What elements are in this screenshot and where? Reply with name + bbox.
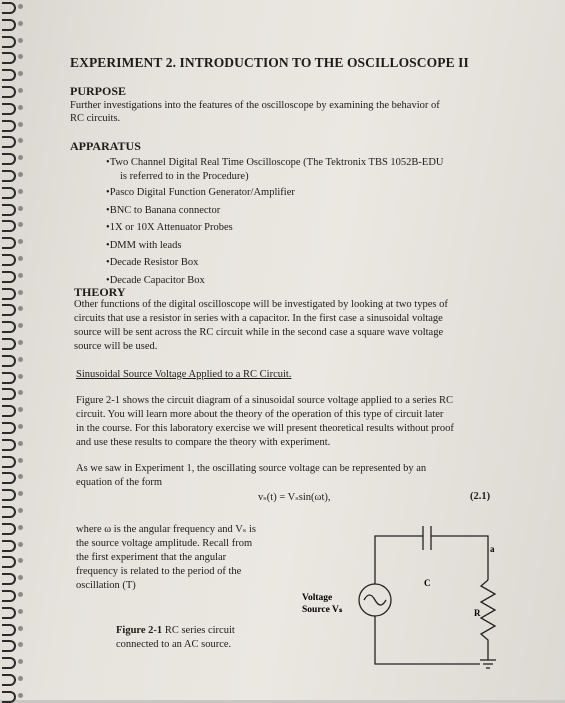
theory-line-4: source will be used. (74, 341, 158, 352)
punch-hole (18, 290, 23, 295)
para1-line-1: Figure 2-1 shows the circuit diagram of a sinusoidal source voltage applied to a series RC (76, 395, 454, 406)
list-item: •DMM with leads (106, 239, 182, 251)
binding-ring (2, 321, 16, 333)
punch-hole (18, 88, 23, 93)
binding-ring (2, 691, 16, 703)
punch-hole (18, 374, 23, 379)
figure-caption-line-2: connected to an AC source. (116, 639, 232, 650)
para2-line-1: As we saw in Experiment 1, the oscillating source voltage can be represented by an (76, 463, 427, 474)
binding-ring (2, 120, 16, 132)
punch-hole (18, 693, 23, 698)
binding-ring (2, 36, 16, 48)
punch-hole (18, 206, 23, 211)
subsection-heading: Sinusoidal Source Voltage Applied to a RC Circuit. (76, 369, 292, 380)
punch-hole (18, 256, 23, 261)
punch-hole (18, 508, 23, 513)
capacitor-label: C (424, 578, 431, 588)
binding-ring (2, 640, 16, 652)
binding-ring (2, 52, 16, 64)
binding-ring (2, 271, 16, 283)
punch-hole (18, 424, 23, 429)
binding-ring (2, 86, 16, 98)
apparatus-list (106, 156, 444, 291)
binding-ring (2, 170, 16, 182)
binding-ring (2, 237, 16, 249)
para3-line-3: the first experiment that the angular (76, 552, 227, 563)
purpose-line-1: Further investigations into the features of the oscilloscope by examining the behavior of (70, 100, 440, 111)
punch-hole (18, 189, 23, 194)
resistor-label: R (474, 608, 481, 618)
punch-hole (18, 592, 23, 597)
punch-hole (18, 575, 23, 580)
punch-hole (18, 323, 23, 328)
para3-line-1: where ω is the angular frequency and Vₛ is (76, 524, 256, 535)
para3-line-2: the source voltage amplitude. Recall from (76, 538, 253, 549)
list-item: •BNC to Banana connector (106, 204, 221, 216)
binding-ring (2, 674, 16, 686)
punch-hole (18, 122, 23, 127)
punch-hole (18, 38, 23, 43)
theory-line-2: circuits that use a resistor in series with a capacitor. In the first case a sinusoidal voltage (74, 313, 443, 324)
punch-hole (18, 172, 23, 177)
para1-line-4: and use these results to compare the theory with experiment. (76, 437, 331, 448)
punch-hole (18, 155, 23, 160)
equation-number: (2.1) (470, 491, 491, 502)
binding-ring (2, 103, 16, 115)
page-title: EXPERIMENT 2. INTRODUCTION TO THE OSCILLOSCOPE II (70, 55, 469, 70)
purpose-line-2: RC circuits. (70, 113, 121, 124)
list-item: •Decade Resistor Box (106, 257, 199, 268)
punch-hole (18, 21, 23, 26)
binding-ring (2, 523, 16, 535)
binding-ring (2, 355, 16, 367)
binding-ring (2, 220, 16, 232)
punch-hole (18, 306, 23, 311)
binding-ring (2, 204, 16, 216)
binding-ring (2, 372, 16, 384)
spiral-binding (0, 0, 22, 700)
punch-hole (18, 357, 23, 362)
binding-ring (2, 304, 16, 316)
punch-hole (18, 4, 23, 9)
para1-line-3: in the course. For this laboratory exercise we will present theoretical results without proof (76, 423, 454, 434)
binding-ring (2, 153, 16, 165)
punch-hole (18, 626, 23, 631)
apparatus-heading: APPARATUS (70, 139, 141, 153)
punch-hole (18, 54, 23, 59)
theory-heading: THEORY (74, 285, 126, 299)
punch-hole (18, 407, 23, 412)
para3-line-4: frequency is related to the period of the (76, 566, 242, 577)
para3-line-5: oscillation (T) (76, 580, 136, 591)
punch-hole (18, 71, 23, 76)
binding-ring (2, 254, 16, 266)
binding-ring (2, 69, 16, 81)
punch-hole (18, 239, 23, 244)
binding-ring (2, 556, 16, 568)
binding-ring (2, 288, 16, 300)
punch-hole (18, 525, 23, 530)
figure-caption: Figure 2-1 RC series circuit (116, 625, 235, 636)
punch-hole (18, 273, 23, 278)
punch-hole (18, 441, 23, 446)
binding-ring (2, 607, 16, 619)
list-item: •Pasco Digital Function Generator/Amplifier (106, 187, 295, 198)
source-label-1: Voltage (302, 593, 333, 603)
equation: vₛ(t) = Vₛsin(ωt), (258, 492, 331, 503)
binding-ring (2, 405, 16, 417)
para2-line-2: equation of the form (76, 477, 163, 488)
punch-hole (18, 105, 23, 110)
binding-ring (2, 456, 16, 468)
list-item: •Decade Capacitor Box (106, 274, 205, 286)
punch-hole (18, 222, 23, 227)
punch-hole (18, 458, 23, 463)
punch-hole (18, 676, 23, 681)
list-item: •Two Channel Digital Real Time Oscilloscope (The Tektronix TBS 1052B-EDU is referred to in the Procedure) (106, 157, 444, 182)
binding-ring (2, 338, 16, 350)
binding-ring (2, 506, 16, 518)
binding-ring (2, 422, 16, 434)
binding-ring (2, 136, 16, 148)
para1-line-2: circuit. You will learn more about the theory of the operation of this type of circuit later (76, 409, 444, 420)
list-item: •1X or 10X Attenuator Probes (106, 222, 233, 233)
binding-ring (2, 388, 16, 400)
binding-ring (2, 2, 16, 14)
binding-ring (2, 540, 16, 552)
binding-ring (2, 590, 16, 602)
punch-hole (18, 542, 23, 547)
punch-hole (18, 491, 23, 496)
punch-hole (18, 340, 23, 345)
source-label-2: Source Vₛ (302, 605, 343, 615)
theory-line-3: source will be sent across the RC circuit while in the second case a square wave voltage (74, 327, 444, 338)
binding-ring (2, 657, 16, 669)
punch-hole (18, 558, 23, 563)
punch-hole (18, 390, 23, 395)
theory-line-1: Other functions of the digital oscilloscope will be investigated by looking at two types of (74, 299, 448, 310)
punch-hole (18, 659, 23, 664)
punch-hole (18, 138, 23, 143)
binding-ring (2, 489, 16, 501)
binding-ring (2, 187, 16, 199)
binding-ring (2, 19, 16, 31)
punch-hole (18, 642, 23, 647)
node-a-label: a (490, 544, 495, 554)
punch-hole (18, 609, 23, 614)
punch-hole (18, 474, 23, 479)
binding-ring (2, 439, 16, 451)
binding-ring (2, 624, 16, 636)
rc-circuit-diagram (290, 520, 530, 695)
purpose-heading: PURPOSE (70, 84, 127, 98)
binding-ring (2, 573, 16, 585)
binding-ring (2, 472, 16, 484)
